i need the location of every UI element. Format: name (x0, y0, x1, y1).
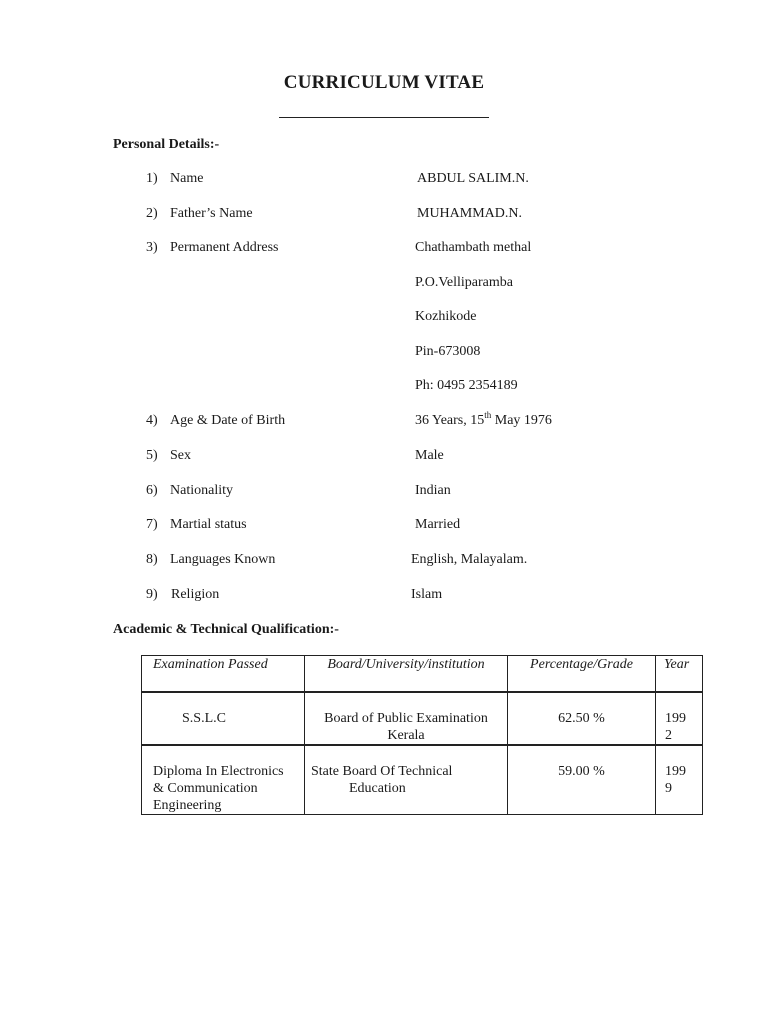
pd-number: 8) (146, 552, 158, 567)
pd-value: English, Malayalam. (411, 552, 528, 567)
cv-title: CURRICULUM VITAE (283, 72, 485, 93)
cell-exam: S.S.L.C (142, 692, 305, 745)
table-row (142, 692, 703, 745)
pd-value: Married (415, 517, 461, 532)
address-line: Chathambath methal (415, 240, 532, 255)
pd-label: Religion (171, 587, 220, 602)
age-dob-text: 36 Years, 15 (415, 413, 485, 428)
pd-label: Father’s Name (170, 206, 253, 221)
table-row (142, 745, 703, 815)
ordinal-suffix: th (484, 410, 492, 420)
pd-number: 9) (146, 587, 158, 602)
pd-label: Martial status (170, 517, 247, 532)
pd-number: 5) (146, 448, 158, 463)
address-line: Kozhikode (415, 309, 477, 324)
column-header-exam: Examination Passed (142, 656, 305, 693)
pd-label: Languages Known (170, 552, 276, 567)
year-line: 199 (665, 764, 686, 779)
pd-number: 4) (146, 413, 158, 428)
address-line: Pin-673008 (415, 344, 481, 359)
exam-line: Diploma In Electronics (153, 764, 284, 779)
pd-number: 6) (146, 483, 158, 498)
board-line: Kerala (387, 728, 425, 743)
pd-number: 3) (146, 240, 158, 255)
table-header-row (142, 656, 703, 693)
cell-grade: 62.50 % (508, 692, 656, 745)
pd-value: Indian (415, 483, 451, 498)
board-line: Education (349, 781, 406, 796)
cell-exam (142, 745, 305, 815)
pd-value: Male (415, 448, 444, 463)
cell-year (656, 692, 703, 745)
pd-label: Age & Date of Birth (170, 413, 286, 428)
qualification-heading: Academic & Technical Qualification:- (113, 622, 339, 637)
pd-value: Islam (411, 587, 443, 602)
year-line: 2 (665, 728, 672, 743)
year-line: 9 (665, 781, 672, 796)
board-line: State Board Of Technical (311, 764, 453, 779)
exam-line: Engineering (153, 798, 222, 813)
column-header-board: Board/University/institution (305, 656, 508, 693)
pd-value: ABDUL SALIM.N. (417, 171, 529, 186)
cell-board (305, 745, 508, 815)
pd-value (415, 410, 552, 429)
pd-number: 2) (146, 206, 158, 221)
age-dob-month-year: May 1976 (491, 413, 552, 428)
pd-number: 7) (146, 517, 158, 532)
pd-label: Nationality (170, 483, 233, 498)
exam-line: & Communication (153, 781, 258, 796)
title-underline (279, 117, 489, 118)
year-line: 199 (665, 711, 686, 726)
pd-label: Name (170, 171, 204, 186)
cell-board (305, 692, 508, 745)
cell-grade: 59.00 % (508, 745, 656, 815)
cell-year (656, 745, 703, 815)
address-phone: Ph: 0495 2354189 (415, 378, 518, 393)
qualification-table (141, 655, 703, 815)
board-line: Board of Public Examination (324, 711, 488, 726)
address-line: P.O.Velliparamba (415, 275, 513, 290)
pd-number: 1) (146, 171, 158, 186)
personal-details-heading: Personal Details:- (113, 137, 220, 152)
pd-label: Permanent Address (170, 240, 279, 255)
pd-label: Sex (170, 448, 191, 463)
column-header-year: Year (656, 656, 703, 693)
pd-value: MUHAMMAD.N. (417, 206, 523, 221)
column-header-grade: Percentage/Grade (508, 656, 656, 693)
